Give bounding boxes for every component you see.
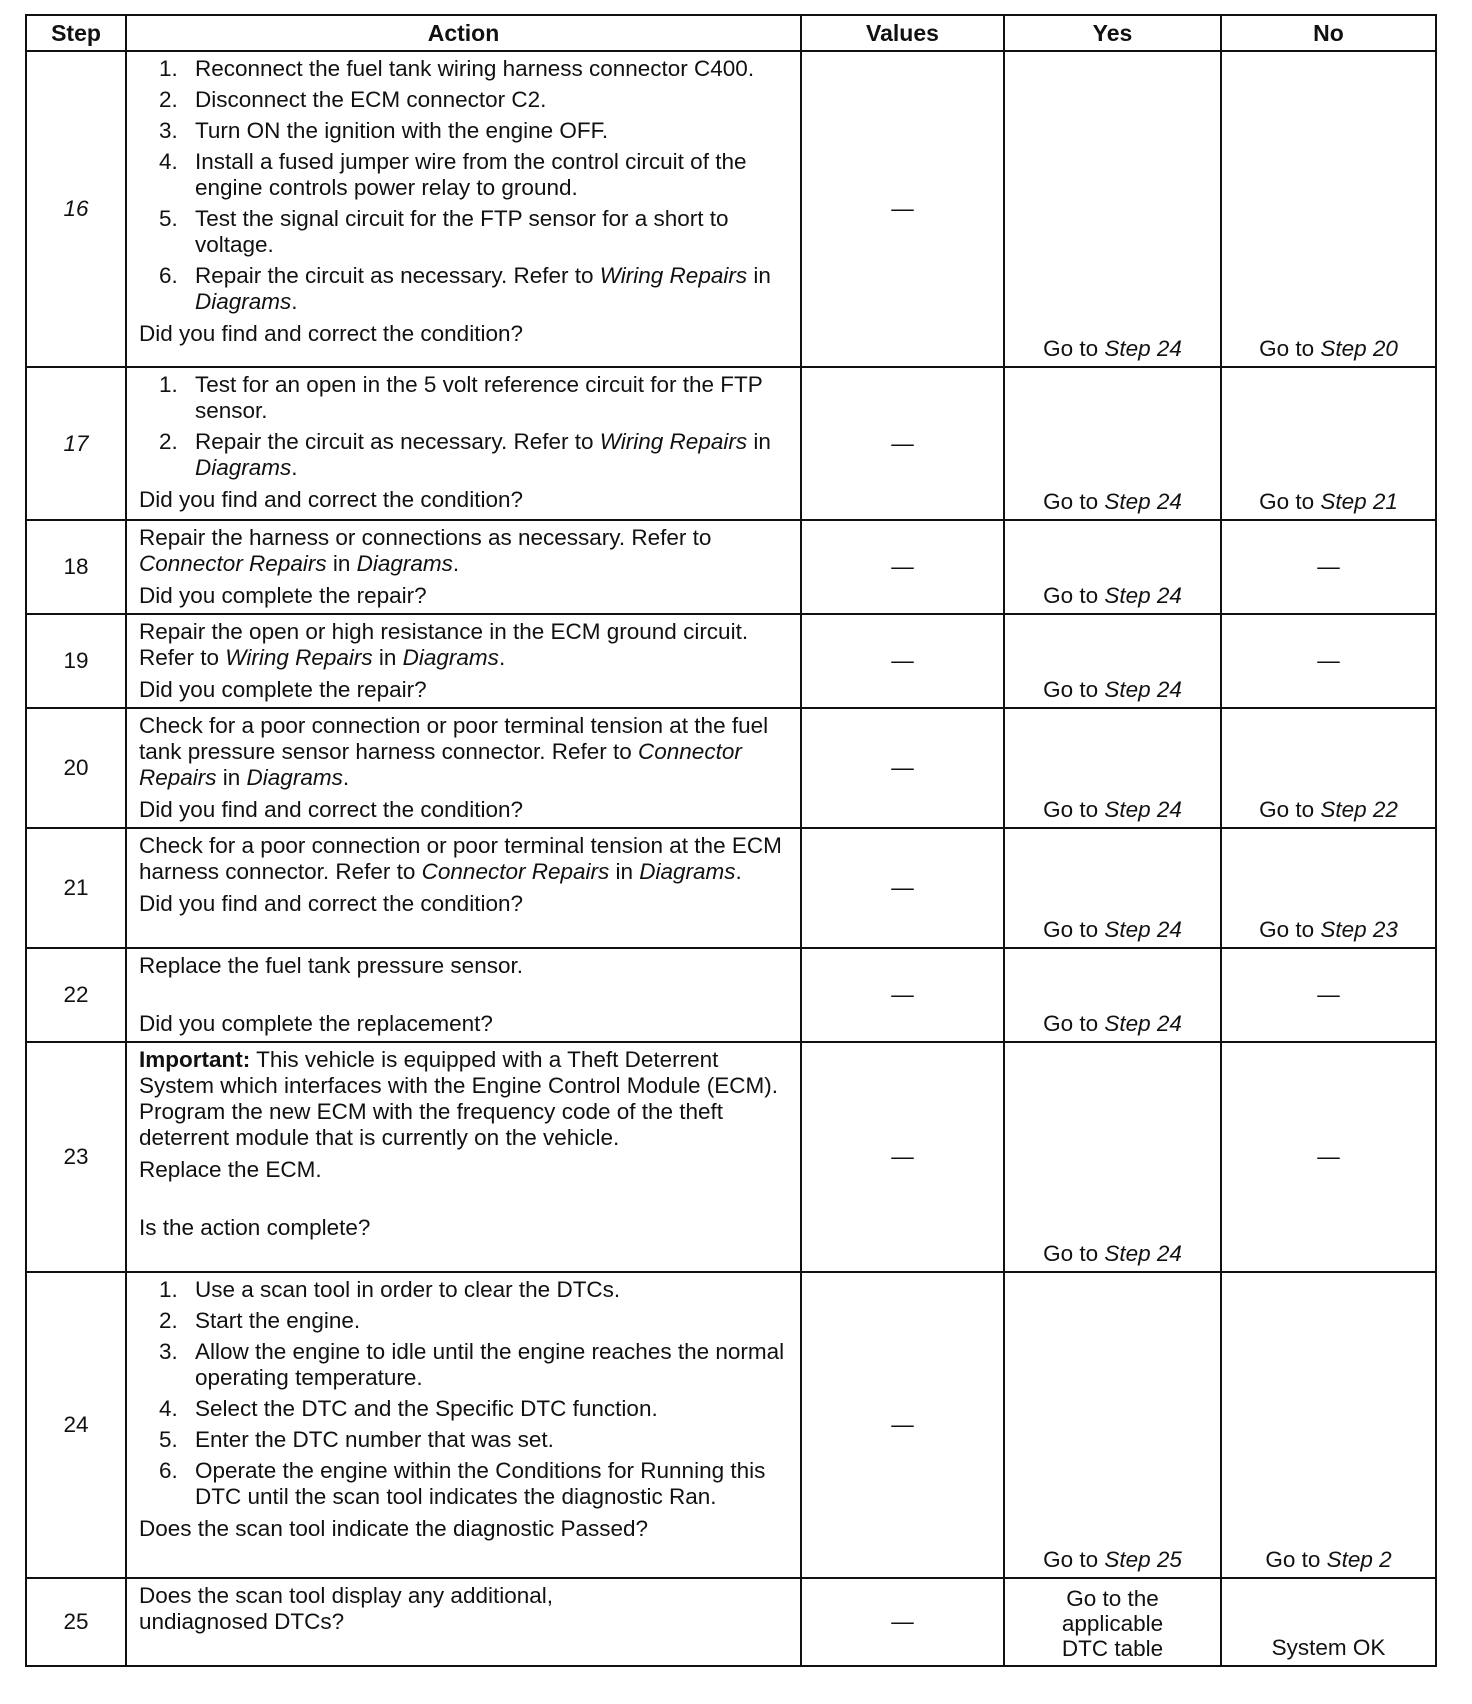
list-item: 4. Select the DTC and the Specific DTC function. [159, 1396, 658, 1421]
question-text: Does the scan tool display any additional, undiagnosed DTCs? [139, 1583, 554, 1634]
table-row [26, 948, 1436, 1042]
values-cell: — [801, 1272, 1004, 1578]
action-paragraph: Check for a poor connection or poor terminal tension at the ECM harness connector. Refer to Connector Repairs in Diagrams. [139, 833, 782, 884]
no-cell: — [1221, 948, 1436, 1042]
no-cell: — [1221, 614, 1436, 708]
values-cell: — [801, 1042, 1004, 1272]
action-cell [126, 948, 801, 1042]
action-cell [126, 614, 801, 708]
question-text: Did you complete the repair? [139, 677, 427, 702]
applicable-dtc-table-text: Go to the applicable DTC table [1061, 1586, 1164, 1661]
action-cell [126, 520, 801, 614]
action-cell [126, 367, 801, 520]
yes-cell: Go to Step 24 [1004, 367, 1221, 520]
values-cell: — [801, 1578, 1004, 1666]
step-number: 19 [26, 614, 126, 708]
reference-link: Diagrams [402, 645, 499, 670]
step-number: 24 [26, 1272, 126, 1578]
step-number: 25 [26, 1578, 126, 1666]
yes-cell: Go to Step 24 [1004, 51, 1221, 367]
action-list [139, 372, 792, 481]
reference-link: Connector Repairs [421, 859, 610, 884]
list-item: 2. Repair the circuit as necessary. Refer to Wiring Repairs in Diagrams. [159, 429, 771, 480]
action-cell [126, 1578, 801, 1666]
action-cell [126, 1042, 801, 1272]
reference-link: Diagrams [246, 765, 343, 790]
step-number: 23 [26, 1042, 126, 1272]
reference-link: Connector Repairs [139, 739, 742, 790]
reference-link: Diagrams [195, 455, 292, 480]
list-item: 5. Test the signal circuit for the FTP sensor for a short to voltage. [159, 206, 729, 257]
table-row [26, 1578, 1436, 1666]
header-no: No [1221, 15, 1436, 51]
list-item: 2. Disconnect the ECM connector C2. [159, 87, 547, 112]
step-number: 22 [26, 948, 126, 1042]
table-header-row [26, 15, 1436, 51]
values-cell: — [801, 828, 1004, 948]
reference-link: Diagrams [195, 289, 292, 314]
diagnostic-table-sheet [25, 14, 1435, 1667]
values-cell: — [801, 520, 1004, 614]
action-cell [126, 51, 801, 367]
no-cell: Go to Step 20 [1221, 51, 1436, 367]
reference-link: Diagrams [639, 859, 736, 884]
important-label: Important: [139, 1047, 251, 1072]
table-row [26, 367, 1436, 520]
step-number: 16 [26, 51, 126, 367]
table-row [26, 520, 1436, 614]
system-ok-text: System OK [1271, 1635, 1386, 1660]
reference-link: Connector Repairs [139, 551, 327, 576]
step-number: 17 [26, 367, 126, 520]
list-item: 6. Repair the circuit as necessary. Refer to Wiring Repairs in Diagrams. [159, 263, 771, 314]
question-text: Did you find and correct the condition? [139, 891, 523, 916]
yes-cell: Go to Step 24 [1004, 614, 1221, 708]
values-cell: — [801, 708, 1004, 828]
question-text: Is the action complete? [139, 1215, 371, 1240]
question-text: Did you find and correct the condition? [139, 797, 523, 822]
list-item: 6. Operate the engine within the Conditions for Running this DTC until the scan tool indicates the diagnostic Ran. [159, 1458, 766, 1509]
no-cell: Go to Step 21 [1221, 367, 1436, 520]
header-step: Step [26, 15, 126, 51]
values-cell: — [801, 948, 1004, 1042]
values-cell: — [801, 51, 1004, 367]
action-paragraph: Replace the fuel tank pressure sensor. [139, 953, 523, 978]
no-cell: Go to Step 2 [1221, 1272, 1436, 1578]
list-item: 1. Use a scan tool in order to clear the DTCs. [159, 1277, 621, 1302]
yes-cell: Go to Step 25 [1004, 1272, 1221, 1578]
action-list [139, 56, 792, 315]
action-cell [126, 708, 801, 828]
no-cell: Go to Step 23 [1221, 828, 1436, 948]
yes-cell: Go to Step 24 [1004, 708, 1221, 828]
table-row [26, 51, 1436, 367]
reference-link: Wiring Repairs [599, 263, 748, 288]
table-row [26, 1042, 1436, 1272]
table-row [26, 708, 1436, 828]
yes-cell: Go to Step 24 [1004, 948, 1221, 1042]
action-cell [126, 828, 801, 948]
action-paragraph: Check for a poor connection or poor terminal tension at the fuel tank pressure sensor harness connector. Refer to Connector Repairs in Diagrams. [139, 713, 769, 790]
step-number: 21 [26, 828, 126, 948]
action-list [139, 1277, 792, 1510]
table-row [26, 1272, 1436, 1578]
header-action: Action [126, 15, 801, 51]
header-yes: Yes [1004, 15, 1221, 51]
reference-link: Wiring Repairs [225, 645, 373, 670]
no-cell: Go to Step 22 [1221, 708, 1436, 828]
header-values: Values [801, 15, 1004, 51]
question-text: Did you find and correct the condition? [139, 487, 523, 512]
values-cell: — [801, 614, 1004, 708]
list-item: 5. Enter the DTC number that was set. [159, 1427, 554, 1452]
list-item: 1. Reconnect the fuel tank wiring harness connector C400. [159, 56, 755, 81]
action-paragraph: Replace the ECM. [139, 1157, 322, 1182]
no-cell [1221, 1578, 1436, 1666]
yes-cell: Go to Step 24 [1004, 520, 1221, 614]
reference-link: Wiring Repairs [599, 429, 748, 454]
action-paragraph: Repair the harness or connections as necessary. Refer to Connector Repairs in Diagrams. [139, 525, 712, 576]
question-text: Did you complete the repair? [139, 583, 427, 608]
yes-cell [1004, 1578, 1221, 1666]
no-cell: — [1221, 520, 1436, 614]
yes-cell: Go to Step 24 [1004, 828, 1221, 948]
important-note: Important: This vehicle is equipped with a Theft Deterrent System which interfaces with the Engine Control Module (ECM). Program the new ECM with the frequency code of the theft deterrent module that is currently on the vehicle. [139, 1047, 779, 1150]
action-paragraph: Repair the open or high resistance in the ECM ground circuit. Refer to Wiring Repairs in Diagrams. [139, 619, 749, 670]
list-item: 3. Allow the engine to idle until the engine reaches the normal operating temperature. [159, 1339, 785, 1390]
table-row [26, 614, 1436, 708]
question-text: Did you find and correct the condition? [139, 321, 523, 346]
step-number: 20 [26, 708, 126, 828]
list-item: 1. Test for an open in the 5 volt reference circuit for the FTP sensor. [159, 372, 763, 423]
reference-link: Diagrams [356, 551, 453, 576]
table-row [26, 828, 1436, 948]
diagnostic-steps-table [25, 14, 1437, 1667]
list-item: 2. Start the engine. [159, 1308, 361, 1333]
values-cell: — [801, 367, 1004, 520]
action-cell [126, 1272, 801, 1578]
list-item: 3. Turn ON the ignition with the engine OFF. [159, 118, 609, 143]
yes-cell: Go to Step 24 [1004, 1042, 1221, 1272]
step-number: 18 [26, 520, 126, 614]
question-text: Does the scan tool indicate the diagnostic Passed? [139, 1516, 649, 1541]
list-item: 4. Install a fused jumper wire from the control circuit of the engine controls power relay to ground. [159, 149, 747, 200]
question-text: Did you complete the replacement? [139, 1011, 493, 1036]
no-cell: — [1221, 1042, 1436, 1272]
